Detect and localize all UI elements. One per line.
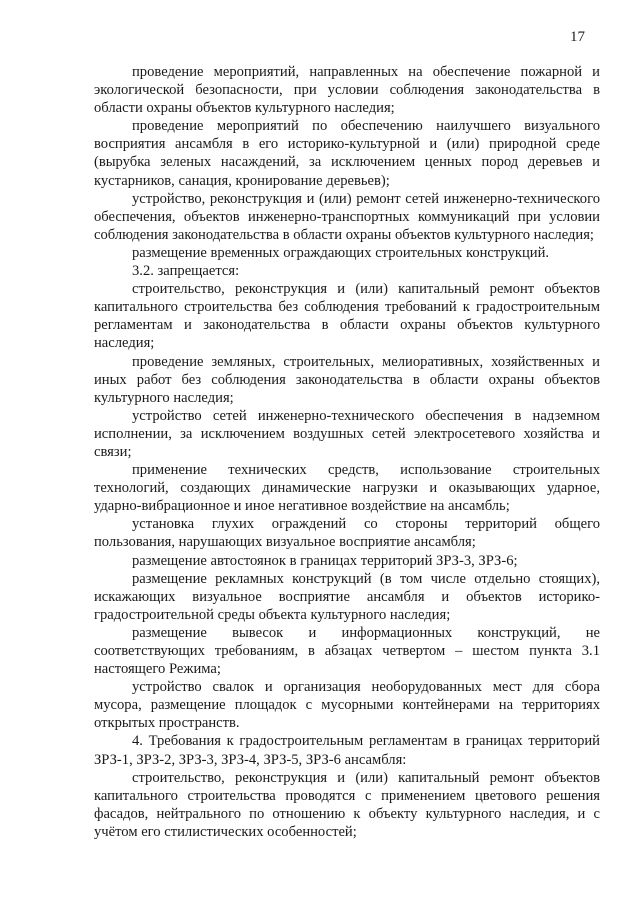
document-body — [94, 63, 600, 841]
paragraph-visual-perception: проведение мероприятий по обеспечению наилучшего визуального восприятия ансамбля в его историко-культурной и (или) природной среде (вырубка зеленых насаждений, за исключением ценных пород деревьев и кустарников, санация, кронирование деревьев); — [94, 118, 600, 189]
paragraph-engineering-networks: устройство, реконструкция и (или) ремонт сетей инженерно-технического обеспечения, объектов инженерно-транспортных коммуникаций при условии соблюдения законодательства в области охраны объектов культурного наследия; — [94, 190, 600, 243]
paragraph-construction: строительство, реконструкция и (или) капитальный ремонт объектов капитального строительства без соблюдения требований к градостроительным регламентам и законодательства в области охраны объектов культурного наследия; — [94, 281, 600, 352]
section-heading-prohibited: 3.2. запрещается: — [132, 263, 240, 280]
paragraph-blank-fences: установка глухих ограждений со стороны территорий общего пользования, нарушающих визуальное восприятие ансамбля; — [94, 516, 600, 551]
paragraph-fire-ecology-safety: проведение мероприятий, направленных на обеспечение пожарной и экологической безопасности, при условии соблюдения законодательства в области охраны объектов культурного наследия; — [94, 64, 600, 117]
page-number: 17 — [570, 29, 585, 45]
paragraph-temporary-fences: размещение временных ограждающих строительных конструкций. — [132, 244, 550, 261]
paragraph-technical-means: применение технических средств, использование строительных технологий, создающих динамические нагрузки и оказывающих ударное, ударно-вибрационное и иное негативное воздействие на ансамбль; — [94, 462, 600, 515]
paragraph-dumps: устройство свалок и организация необорудованных мест для сбора мусора, размещение площадок с мусорными контейнерами на территориях открытых пространств. — [94, 679, 600, 732]
section-heading-requirements: 4. Требования к градостроительным регламентам в границах территорий ЗРЗ-1, ЗРЗ-2, ЗРЗ-3, ЗРЗ-4, ЗРЗ-5, ЗРЗ-6 ансамбля: — [94, 733, 600, 768]
paragraph-overhead-networks: устройство сетей инженерно-технического обеспечения в надземном исполнении, за исключением воздушных сетей электросетевого хозяйства и связи; — [94, 407, 600, 460]
paragraph-earthworks: проведение земляных, строительных, мелиоративных, хозяйственных и иных работ без соблюдения законодательства в области охраны объектов культурного наследия; — [94, 353, 600, 406]
paragraph-signboards: размещение вывесок и информационных конструкций, не соответствующих требованиям, в абзацах четвертом – шестом пункта 3.1 настоящего Режима; — [94, 624, 600, 678]
paragraph-advertising: размещение рекламных конструкций (в том числе отдельно стоящих), искажающих визуальное восприятие ансамбля и объектов историко-градостроительной среды объекта культурного наследия; — [94, 570, 600, 623]
paragraph-parking: размещение автостоянок в границах территорий ЗРЗ-3, ЗРЗ-6; — [132, 552, 518, 569]
paragraph-facade-colors: строительство, реконструкция и (или) капитальный ремонт объектов капитального строительства проводятся с применением цветового решения фасадов, нейтрального по отношению к объекту культурного наследия, и с учётом его стилистических особенностей; — [94, 769, 600, 840]
